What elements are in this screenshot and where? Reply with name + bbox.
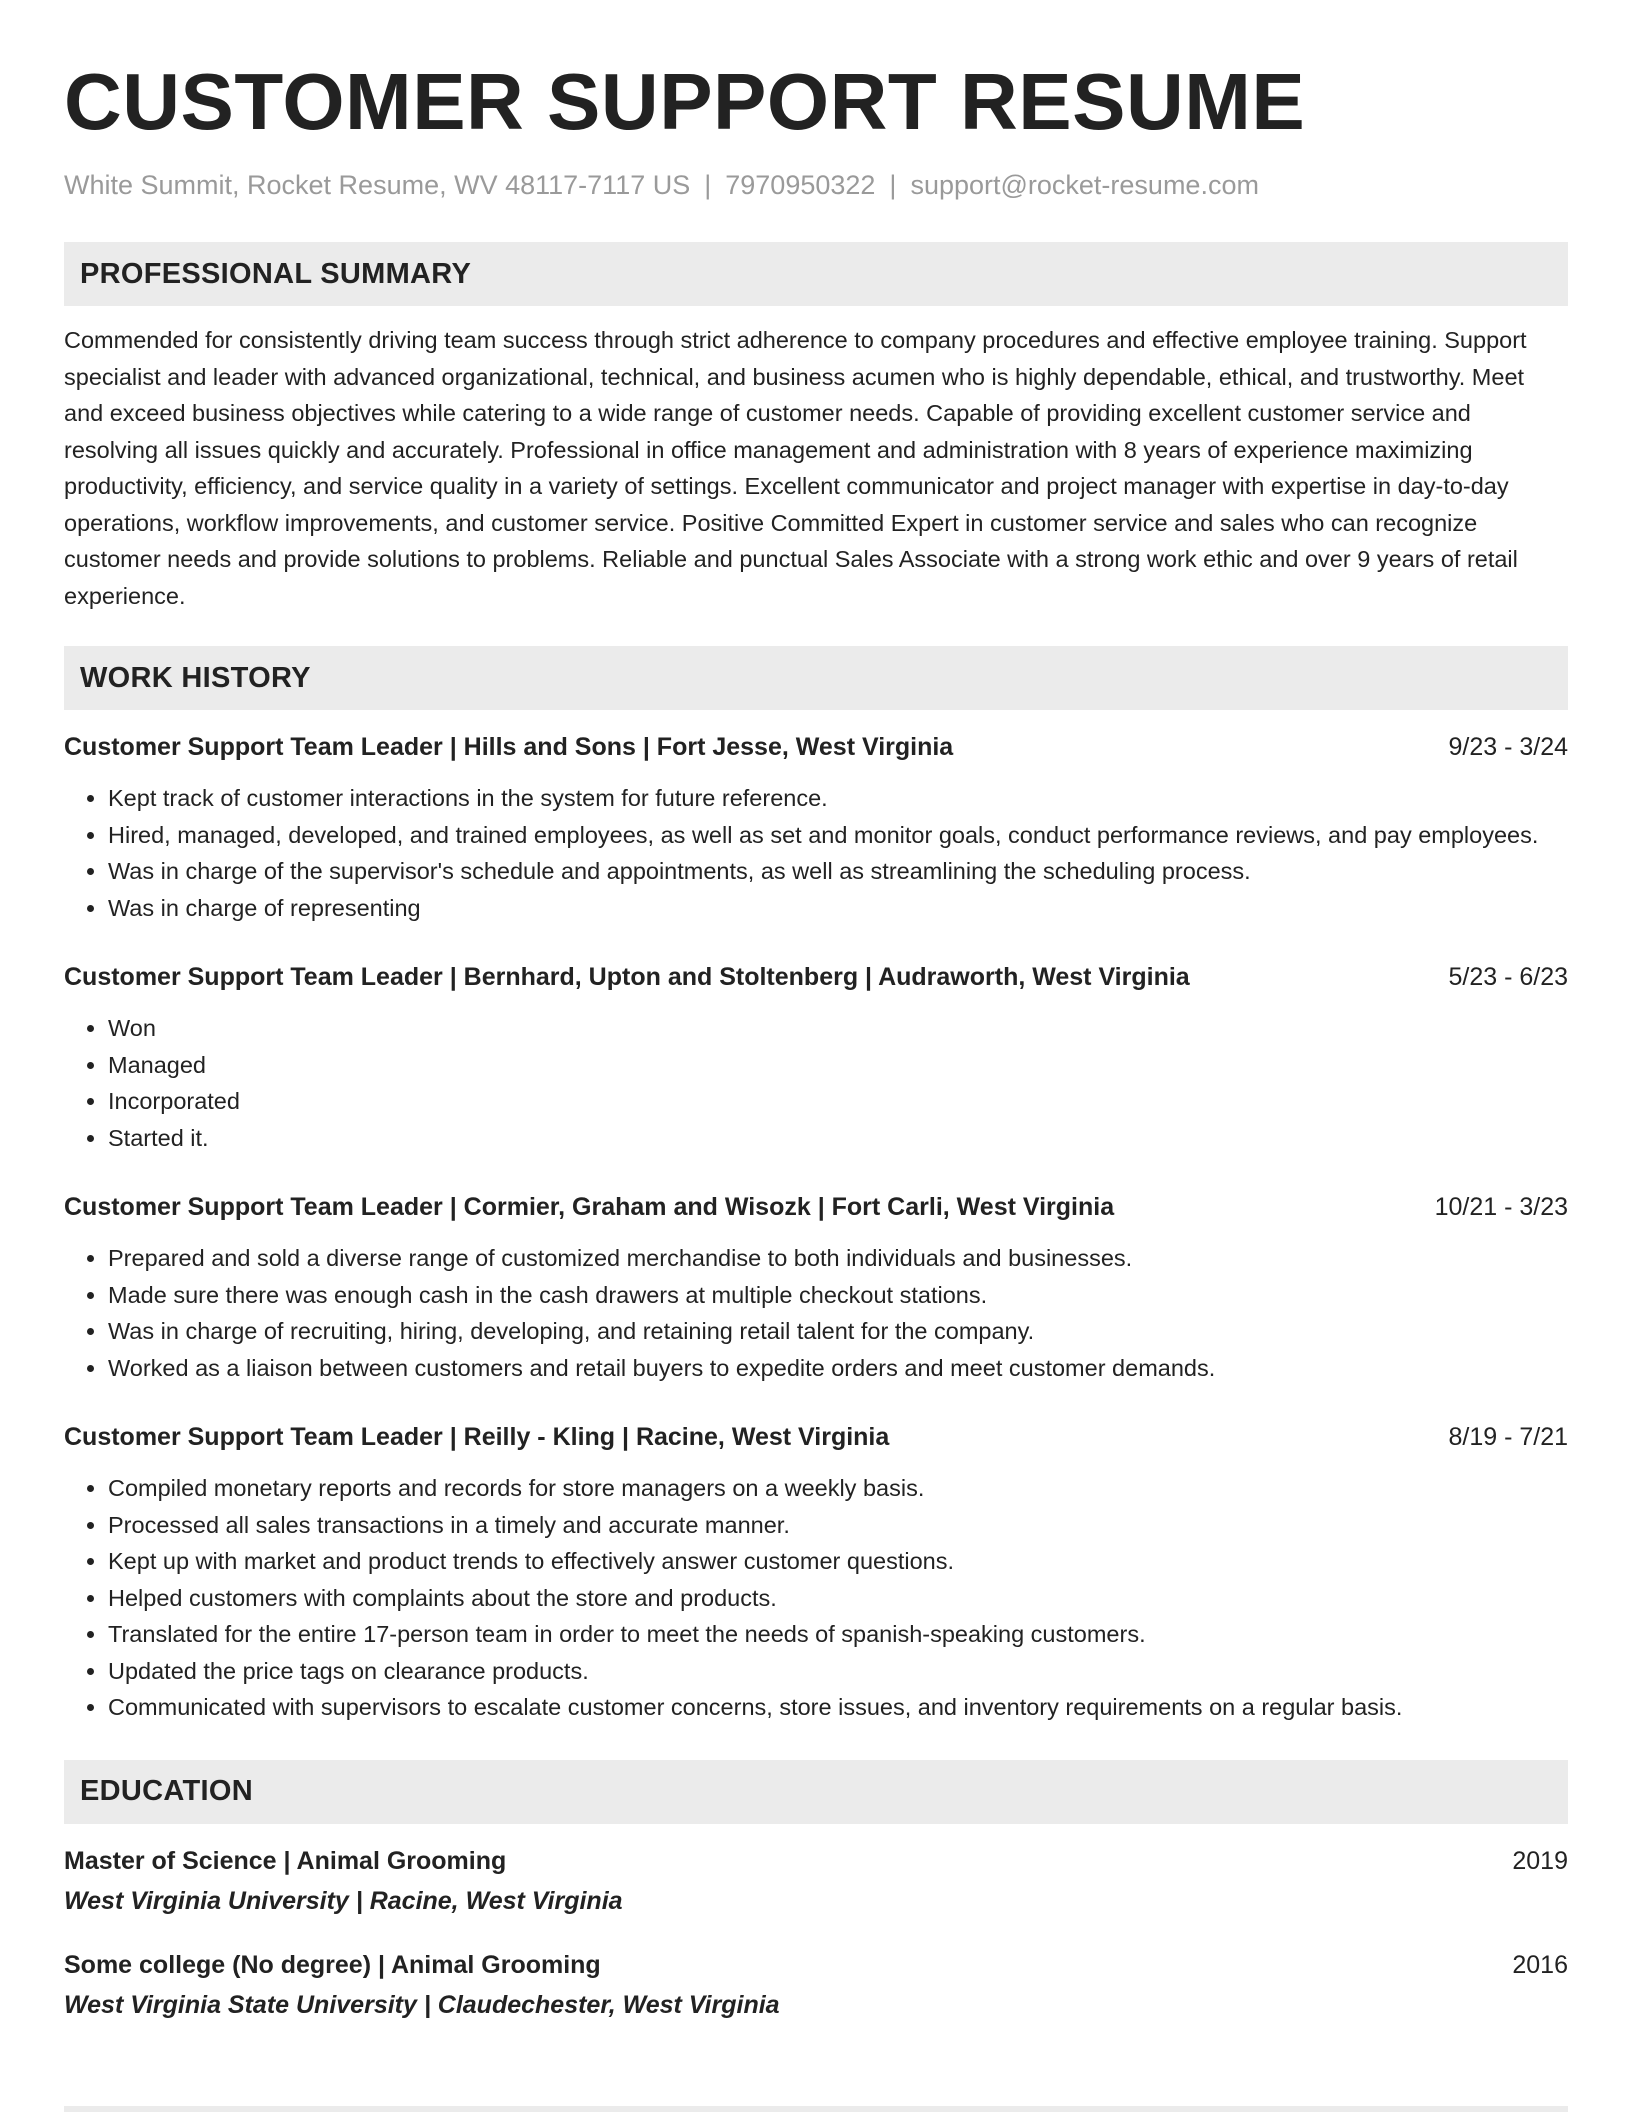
job-bullet: • Was in charge of representing [108,890,1568,927]
education-header [64,1948,1568,1982]
job-header [64,960,1568,994]
job-bullet: • Won [108,1010,1568,1047]
job-header [64,1190,1568,1224]
education-degree: Master of Science | Animal Grooming [64,1846,507,1875]
education-year: 2019 [1512,1846,1568,1875]
job-entry [64,960,1568,1156]
job-bullet: • Processed all sales transactions in a timely and accurate manner. [108,1507,1568,1544]
job-bullet: • Kept track of customer interactions in the system for future reference. [108,780,1568,817]
job-bullets [64,1240,1568,1386]
job-dates: 9/23 - 3/24 [1448,733,1568,761]
resume-page [64,56,1568,2022]
job-bullet: • Managed [108,1047,1568,1084]
job-bullet: • Was in charge of recruiting, hiring, developing, and retaining retail talent for the company. [108,1313,1568,1350]
job-entry [64,1190,1568,1386]
job-title: Customer Support Team Leader | Cormier, Graham and Wisozk | Fort Carli, West Virginia [64,1193,1115,1221]
job-bullets [64,1470,1568,1726]
section-header-education [64,1760,1568,1824]
job-bullet: • Helped customers with complaints about the store and products. [108,1580,1568,1617]
education-school: West Virginia State University | Claudechester, West Virginia [64,1990,780,2019]
job-bullet: • Updated the price tags on clearance products. [108,1653,1568,1690]
contact-phone: 7970950322 [725,170,876,200]
resume-title: CUSTOMER SUPPORT RESUME [64,57,1306,146]
job-title: Customer Support Team Leader | Hills and Sons | Fort Jesse, West Virginia [64,733,954,761]
job-title: Customer Support Team Leader | Bernhard, Upton and Stoltenberg | Audraworth, West Virginia [64,963,1190,991]
job-dates: 8/19 - 7/21 [1448,1423,1568,1451]
job-dates: 10/21 - 3/23 [1434,1193,1568,1221]
job-bullet: • Hired, managed, developed, and trained employees, as well as set and monitor goals, conduct performance reviews, and pay employees. [108,817,1568,854]
education-entry [64,1948,1568,2022]
job-bullet: • Kept up with market and product trends to effectively answer customer questions. [108,1543,1568,1580]
summary-text: Commended for consistently driving team success through strict adherence to company procedures and effective employee training. Support specialist and leader with advanced organizational, technical, and business acumen who is highly dependable, ethical, and trustworthy. Meet and exceed business objectives while catering to a wide range of customer needs. Capable of providing excellent customer service and resolving all issues quickly and accurately. Professional in office management and administration with 8 years of experience maximizing productivity, efficiency, and service quality in a variety of settings. Excellent communicator and project manager with expertise in day-to-day operations, workflow improvements, and customer service. Positive Committed Expert in customer service and sales who can recognize customer needs and provide solutions to problems. Reliable and punctual Sales Associate with a strong work ethic and over 9 years of retail experience. [64,327,1527,609]
job-entry [64,730,1568,926]
contact-address: White Summit, Rocket Resume, WV 48117-7117 US [64,170,691,200]
job-bullet: • Started it. [108,1120,1568,1157]
job-bullet: • Was in charge of the supervisor's schedule and appointments, as well as streamlining the scheduling process. [108,853,1568,890]
section-header-work-history [64,646,1568,710]
education-entry [64,1844,1568,1918]
education-header [64,1844,1568,1878]
contact-line [64,168,1568,202]
job-entry [64,1420,1568,1726]
job-dates: 5/23 - 6/23 [1448,963,1568,991]
section-title-work-history: WORK HISTORY [80,661,311,694]
job-bullet: • Incorporated [108,1083,1568,1120]
job-header [64,730,1568,764]
section-header-summary [64,242,1568,306]
job-bullet: • Prepared and sold a diverse range of customized merchandise to both individuals and businesses. [108,1240,1568,1277]
job-bullets [64,1010,1568,1156]
job-title: Customer Support Team Leader | Reilly - Kling | Racine, West Virginia [64,1423,890,1451]
job-bullet: • Communicated with supervisors to escalate customer concerns, store issues, and inventory requirements on a regular basis. [108,1689,1568,1726]
bottom-divider [64,2106,1568,2112]
education-school: West Virginia University | Racine, West Virginia [64,1886,623,1915]
education-degree: Some college (No degree) | Animal Grooming [64,1950,601,1979]
job-bullet: • Made sure there was enough cash in the cash drawers at multiple checkout stations. [108,1277,1568,1314]
contact-separator: | [889,170,897,200]
job-bullet: • Translated for the entire 17-person team in order to meet the needs of spanish-speaking customers. [108,1616,1568,1653]
section-title-education: EDUCATION [80,1775,253,1807]
job-header [64,1420,1568,1454]
job-bullet: • Compiled monetary reports and records for store managers on a weekly basis. [108,1470,1568,1507]
education-year: 2016 [1512,1950,1568,1979]
job-bullets [64,780,1568,926]
job-bullet: • Worked as a liaison between customers and retail buyers to expedite orders and meet customer demands. [108,1350,1568,1387]
contact-separator: | [704,170,712,200]
contact-email: support@rocket-resume.com [910,170,1259,200]
section-title-summary: PROFESSIONAL SUMMARY [80,257,472,290]
